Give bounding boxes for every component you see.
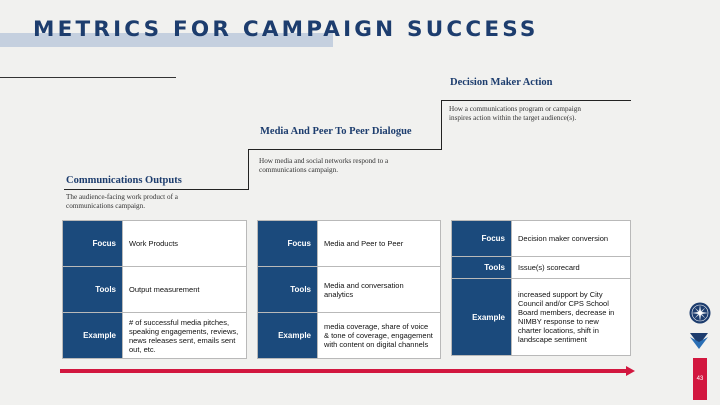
row-value: increased support by City Council and/or CPS School Board members, decrease in NIMBY response to new charter locations, shift in landscape sentiment [512, 279, 631, 356]
row-value: Decision maker conversion [512, 221, 631, 257]
table-row-focus [63, 221, 247, 267]
metrics-table-decision [451, 220, 631, 356]
row-label: Focus [258, 221, 318, 267]
row-label: Example [258, 313, 318, 359]
row-value: # of successful media pitches, speaking engagements, reviews, news releases sent, emails sent out, etc. [123, 313, 247, 359]
row-label: Tools [63, 267, 123, 313]
step-heading-decision: Decision Maker Action [450, 77, 553, 88]
metrics-table-outputs [62, 220, 247, 359]
page-number: 43 [693, 358, 707, 400]
row-label: Focus [63, 221, 123, 267]
chevron-down-icon [690, 333, 708, 349]
step-description-dialogue: How media and social networks respond to a communications campaign. [259, 157, 389, 174]
row-value: Issue(s) scorecard [512, 257, 631, 279]
row-value: Media and Peer to Peer [318, 221, 441, 267]
stair-step-3 [441, 100, 631, 101]
table-row-focus [258, 221, 441, 267]
progress-arrow-line [60, 369, 628, 373]
metrics-table-dialogue [257, 220, 441, 359]
title-rule [0, 77, 176, 78]
row-label: Focus [452, 221, 512, 257]
progress-arrow-head [626, 366, 635, 376]
table-row-example [258, 313, 441, 359]
row-value: Work Products [123, 221, 247, 267]
step-heading-dialogue: Media And Peer To Peer Dialogue [260, 126, 412, 137]
row-label: Example [63, 313, 123, 359]
table-row-tools [258, 267, 441, 313]
table-row-example [452, 279, 631, 356]
stair-step-1 [64, 189, 249, 190]
row-value: Media and conversation analytics [318, 267, 441, 313]
stair-riser-1 [248, 149, 249, 190]
row-value: Output measurement [123, 267, 247, 313]
row-label: Tools [258, 267, 318, 313]
stair-riser-2 [441, 100, 442, 150]
table-row-tools [452, 257, 631, 279]
table-row-focus [452, 221, 631, 257]
row-label: Tools [452, 257, 512, 279]
table-row-tools [63, 267, 247, 313]
stair-step-2 [248, 149, 441, 150]
row-value: media coverage, share of voice & tone of coverage, engagement with content on digital channels [318, 313, 441, 359]
row-label: Example [452, 279, 512, 356]
compass-icon [689, 302, 711, 324]
step-heading-outputs: Communications Outputs [66, 175, 182, 186]
step-description-outputs: The audience-facing work product of a communications campaign. [66, 193, 178, 210]
table-row-example [63, 313, 247, 359]
page-title: METRICS FOR CAMPAIGN SUCCESS [33, 17, 539, 42]
step-description-decision: How a communications program or campaign inspires action within the target audience(s). [449, 105, 581, 122]
